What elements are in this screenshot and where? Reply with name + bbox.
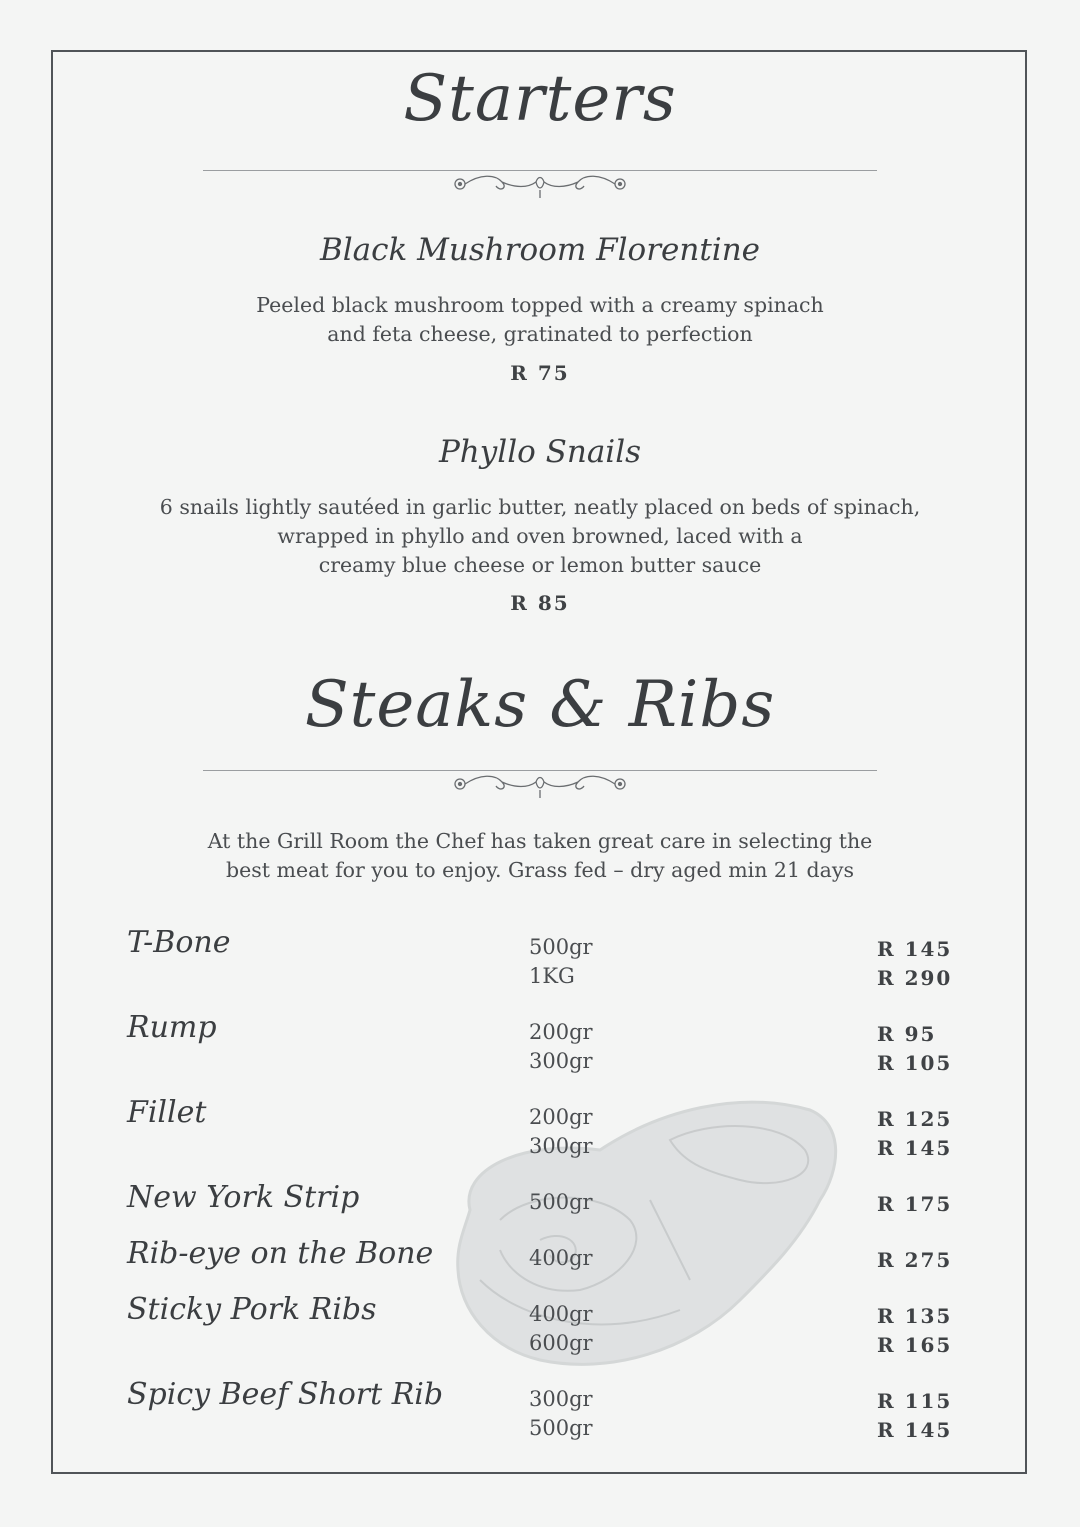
size-option: 1KG (529, 964, 575, 988)
starters-divider (203, 170, 877, 171)
item-prices-rump (877, 1020, 952, 1078)
item-name-phyllo-snails: Phyllo Snails (438, 434, 642, 470)
item-description-black-mushroom (0, 291, 1080, 349)
size-option: 600gr (529, 1331, 593, 1355)
size-option: 300gr (529, 1387, 593, 1411)
item-name-spicy-beef-short-rib: Spicy Beef Short Rib (127, 1377, 444, 1412)
price-option: R 145 (877, 1418, 953, 1442)
item-price-black-mushroom: R 75 (510, 361, 570, 385)
size-option: 500gr (529, 935, 593, 959)
size-option: 200gr (529, 1105, 593, 1129)
steak-illustration-icon (440, 1080, 850, 1380)
item-description-phyllo-snails (0, 493, 1080, 580)
steaks-intro (0, 827, 1080, 885)
item-name-fillet: Fillet (127, 1095, 207, 1130)
item-name-black-mushroom: Black Mushroom Florentine (319, 232, 761, 268)
price-option: R 145 (877, 937, 953, 961)
price-option: R 95 (877, 1022, 937, 1046)
item-name-rump: Rump (127, 1010, 217, 1045)
flourish-icon (440, 772, 640, 802)
intro-line: At the Grill Room the Chef has taken great care in selecting the (207, 829, 873, 853)
size-option: 300gr (529, 1134, 593, 1158)
size-option: 500gr (529, 1416, 593, 1440)
price-option: R 105 (877, 1051, 953, 1075)
description-line: 6 snails lightly sautéed in garlic butter, neatly placed on beds of spinach, (159, 495, 921, 519)
price-option: R 165 (877, 1333, 953, 1357)
flourish-icon (440, 172, 640, 202)
steaks-heading: Steaks & Ribs (304, 668, 776, 742)
steaks-divider (203, 770, 877, 771)
item-prices-spicy-beef-short-rib (877, 1387, 952, 1445)
description-line: and feta cheese, gratinated to perfection (327, 322, 753, 346)
price-option: R 175 (877, 1192, 953, 1216)
size-option: 300gr (529, 1049, 593, 1073)
item-sizes-fillet (529, 1103, 593, 1161)
item-name-new-york-strip: New York Strip (127, 1180, 360, 1215)
item-prices-sticky-pork-ribs (877, 1302, 952, 1360)
item-sizes-sticky-pork-ribs (529, 1300, 593, 1358)
item-prices-t-bone (877, 935, 952, 993)
starters-heading: Starters (403, 62, 677, 136)
item-sizes-rump (529, 1018, 593, 1076)
item-sizes-t-bone (529, 933, 593, 991)
price-option: R 145 (877, 1136, 953, 1160)
price-option: R 135 (877, 1304, 953, 1328)
size-option: 400gr (529, 1246, 593, 1270)
description-line: Peeled black mushroom topped with a creamy spinach (256, 293, 824, 317)
size-option: 500gr (529, 1190, 593, 1214)
item-name-t-bone: T-Bone (127, 925, 231, 960)
item-price-phyllo-snails: R 85 (510, 591, 570, 615)
item-sizes-new-york-strip (529, 1188, 593, 1217)
price-option: R 125 (877, 1107, 953, 1131)
item-prices-new-york-strip (877, 1190, 952, 1219)
intro-line: best meat for you to enjoy. Grass fed – dry aged min 21 days (226, 858, 854, 882)
description-line: wrapped in phyllo and oven browned, laced with a (277, 524, 803, 548)
price-option: R 290 (877, 966, 953, 990)
price-option: R 115 (877, 1389, 953, 1413)
item-prices-fillet (877, 1105, 952, 1163)
item-prices-rib-eye (877, 1246, 952, 1275)
item-name-rib-eye: Rib-eye on the Bone (127, 1236, 434, 1271)
item-name-sticky-pork-ribs: Sticky Pork Ribs (127, 1292, 377, 1327)
item-sizes-spicy-beef-short-rib (529, 1385, 593, 1443)
price-option: R 275 (877, 1248, 953, 1272)
size-option: 400gr (529, 1302, 593, 1326)
size-option: 200gr (529, 1020, 593, 1044)
item-sizes-rib-eye (529, 1244, 593, 1273)
description-line: creamy blue cheese or lemon butter sauce (318, 553, 762, 577)
